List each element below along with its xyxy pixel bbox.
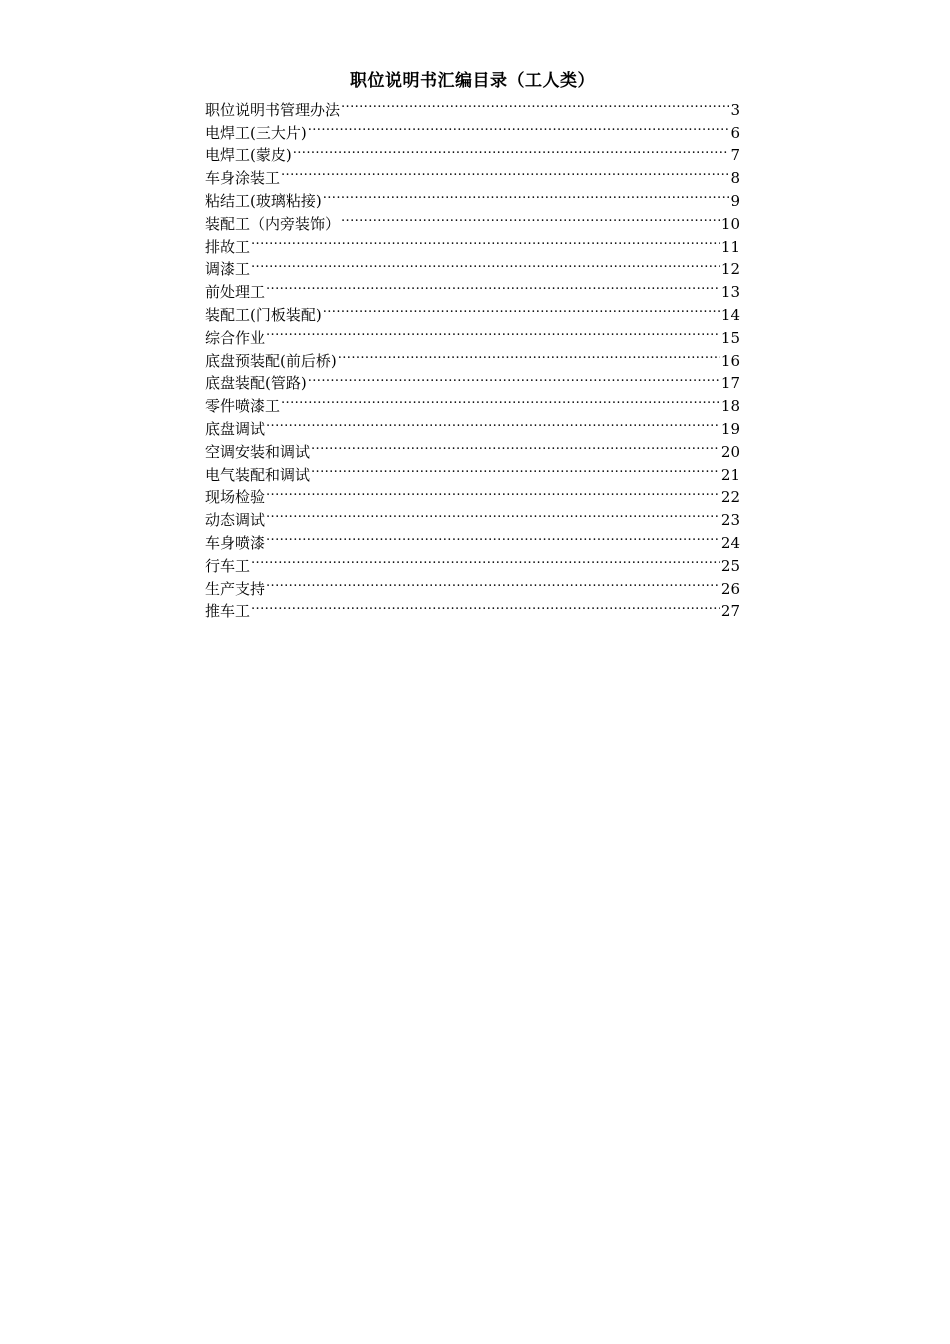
dot-leader bbox=[338, 343, 720, 366]
dot-leader bbox=[323, 183, 730, 206]
dot-leader bbox=[311, 434, 720, 457]
dot-leader bbox=[341, 206, 720, 229]
toc-entry-label: 调漆工 bbox=[205, 260, 251, 279]
toc-entry[interactable] bbox=[205, 480, 740, 507]
toc-entry[interactable] bbox=[205, 548, 740, 575]
toc-entry[interactable] bbox=[205, 594, 740, 621]
toc-entry-page-number: 24 bbox=[720, 533, 740, 552]
toc-entry[interactable] bbox=[205, 297, 740, 324]
toc-entry[interactable] bbox=[205, 411, 740, 438]
table-of-contents bbox=[205, 92, 740, 621]
toc-entry-page-number: 7 bbox=[730, 146, 740, 165]
toc-entry-label: 粘结工(玻璃粘接) bbox=[205, 191, 322, 210]
toc-entry[interactable] bbox=[205, 183, 740, 210]
toc-entry-page-number: 15 bbox=[720, 328, 740, 347]
toc-entry[interactable] bbox=[205, 434, 740, 461]
toc-entry-page-number: 26 bbox=[720, 579, 740, 598]
toc-entry[interactable] bbox=[205, 571, 740, 598]
toc-entry-label: 排故工 bbox=[205, 237, 251, 256]
toc-entry[interactable] bbox=[205, 388, 740, 416]
toc-entry-label: 装配工（内旁装饰） bbox=[205, 214, 341, 233]
dot-leader bbox=[251, 594, 720, 617]
toc-entry[interactable] bbox=[205, 160, 740, 188]
dot-leader bbox=[281, 160, 729, 183]
toc-entry-label: 装配工(门板装配) bbox=[205, 305, 322, 324]
toc-entry-page-number: 12 bbox=[720, 260, 740, 279]
toc-entry-page-number: 9 bbox=[730, 191, 740, 210]
toc-entry[interactable] bbox=[205, 229, 740, 256]
dot-leader bbox=[266, 571, 720, 594]
toc-entry[interactable] bbox=[205, 343, 740, 370]
toc-entry-page-number: 25 bbox=[720, 556, 740, 575]
toc-entry-label: 底盘装配(管路) bbox=[205, 374, 307, 393]
toc-entry-page-number: 13 bbox=[720, 283, 740, 302]
toc-entry-page-number: 11 bbox=[720, 237, 740, 256]
dot-leader bbox=[266, 480, 720, 503]
toc-entry[interactable] bbox=[205, 92, 740, 119]
toc-entry-label: 底盘预装配(前后桥) bbox=[205, 351, 337, 370]
toc-entry-page-number: 21 bbox=[720, 465, 740, 484]
toc-entry-label: 生产支持 bbox=[205, 579, 266, 598]
toc-entry-page-number: 14 bbox=[720, 305, 740, 324]
dot-leader bbox=[266, 274, 720, 297]
toc-entry-page-number: 18 bbox=[720, 397, 740, 416]
dot-leader bbox=[251, 548, 720, 571]
toc-entry-label: 电焊工(蒙皮) bbox=[205, 146, 292, 165]
toc-entry-label: 动态调试 bbox=[205, 511, 266, 530]
toc-entry[interactable] bbox=[205, 274, 740, 302]
dot-leader bbox=[266, 525, 720, 548]
toc-entry-page-number: 22 bbox=[720, 488, 740, 507]
toc-entry-label: 车身涂装工 bbox=[205, 169, 281, 188]
dot-leader bbox=[293, 138, 730, 161]
toc-entry-page-number: 19 bbox=[720, 419, 740, 438]
dot-leader bbox=[266, 320, 720, 343]
toc-entry-label: 综合作业 bbox=[205, 328, 266, 347]
toc-entry[interactable] bbox=[205, 502, 740, 530]
dot-leader bbox=[308, 366, 720, 389]
toc-entry-page-number: 23 bbox=[720, 511, 740, 530]
dot-leader bbox=[266, 411, 720, 434]
toc-entry-label: 电气装配和调试 bbox=[205, 465, 311, 484]
dot-leader bbox=[308, 115, 730, 138]
toc-entry-label: 推车工 bbox=[205, 602, 251, 621]
page-title: 职位说明书汇编目录（工人类） bbox=[350, 71, 595, 91]
toc-entry-label: 职位说明书管理办法 bbox=[205, 100, 341, 119]
toc-entry-label: 前处理工 bbox=[205, 283, 266, 302]
toc-entry-page-number: 20 bbox=[720, 442, 740, 461]
dot-leader bbox=[251, 229, 720, 252]
toc-entry-label: 空调安装和调试 bbox=[205, 442, 311, 461]
toc-entry[interactable] bbox=[205, 525, 740, 552]
toc-entry-page-number: 8 bbox=[730, 169, 740, 188]
toc-entry-label: 行车工 bbox=[205, 556, 251, 575]
dot-leader bbox=[251, 252, 720, 275]
toc-entry[interactable] bbox=[205, 320, 740, 347]
dot-leader bbox=[311, 457, 720, 480]
toc-entry-page-number: 10 bbox=[720, 214, 740, 233]
toc-entry[interactable] bbox=[205, 252, 740, 279]
toc-entry-label: 底盘调试 bbox=[205, 419, 266, 438]
toc-entry-label: 车身喷漆 bbox=[205, 533, 266, 552]
dot-leader bbox=[323, 297, 720, 320]
dot-leader bbox=[341, 92, 729, 115]
toc-entry-page-number: 16 bbox=[720, 351, 740, 370]
toc-entry-label: 电焊工(三大片) bbox=[205, 123, 307, 142]
toc-entry-label: 现场检验 bbox=[205, 488, 266, 507]
toc-entry-page-number: 17 bbox=[720, 374, 740, 393]
toc-entry-page-number: 27 bbox=[720, 602, 740, 621]
toc-entry-label: 零件喷漆工 bbox=[205, 397, 281, 416]
dot-leader bbox=[281, 388, 720, 411]
toc-entry-page-number: 3 bbox=[730, 100, 740, 119]
dot-leader bbox=[266, 502, 720, 525]
toc-entry-page-number: 6 bbox=[730, 123, 740, 142]
